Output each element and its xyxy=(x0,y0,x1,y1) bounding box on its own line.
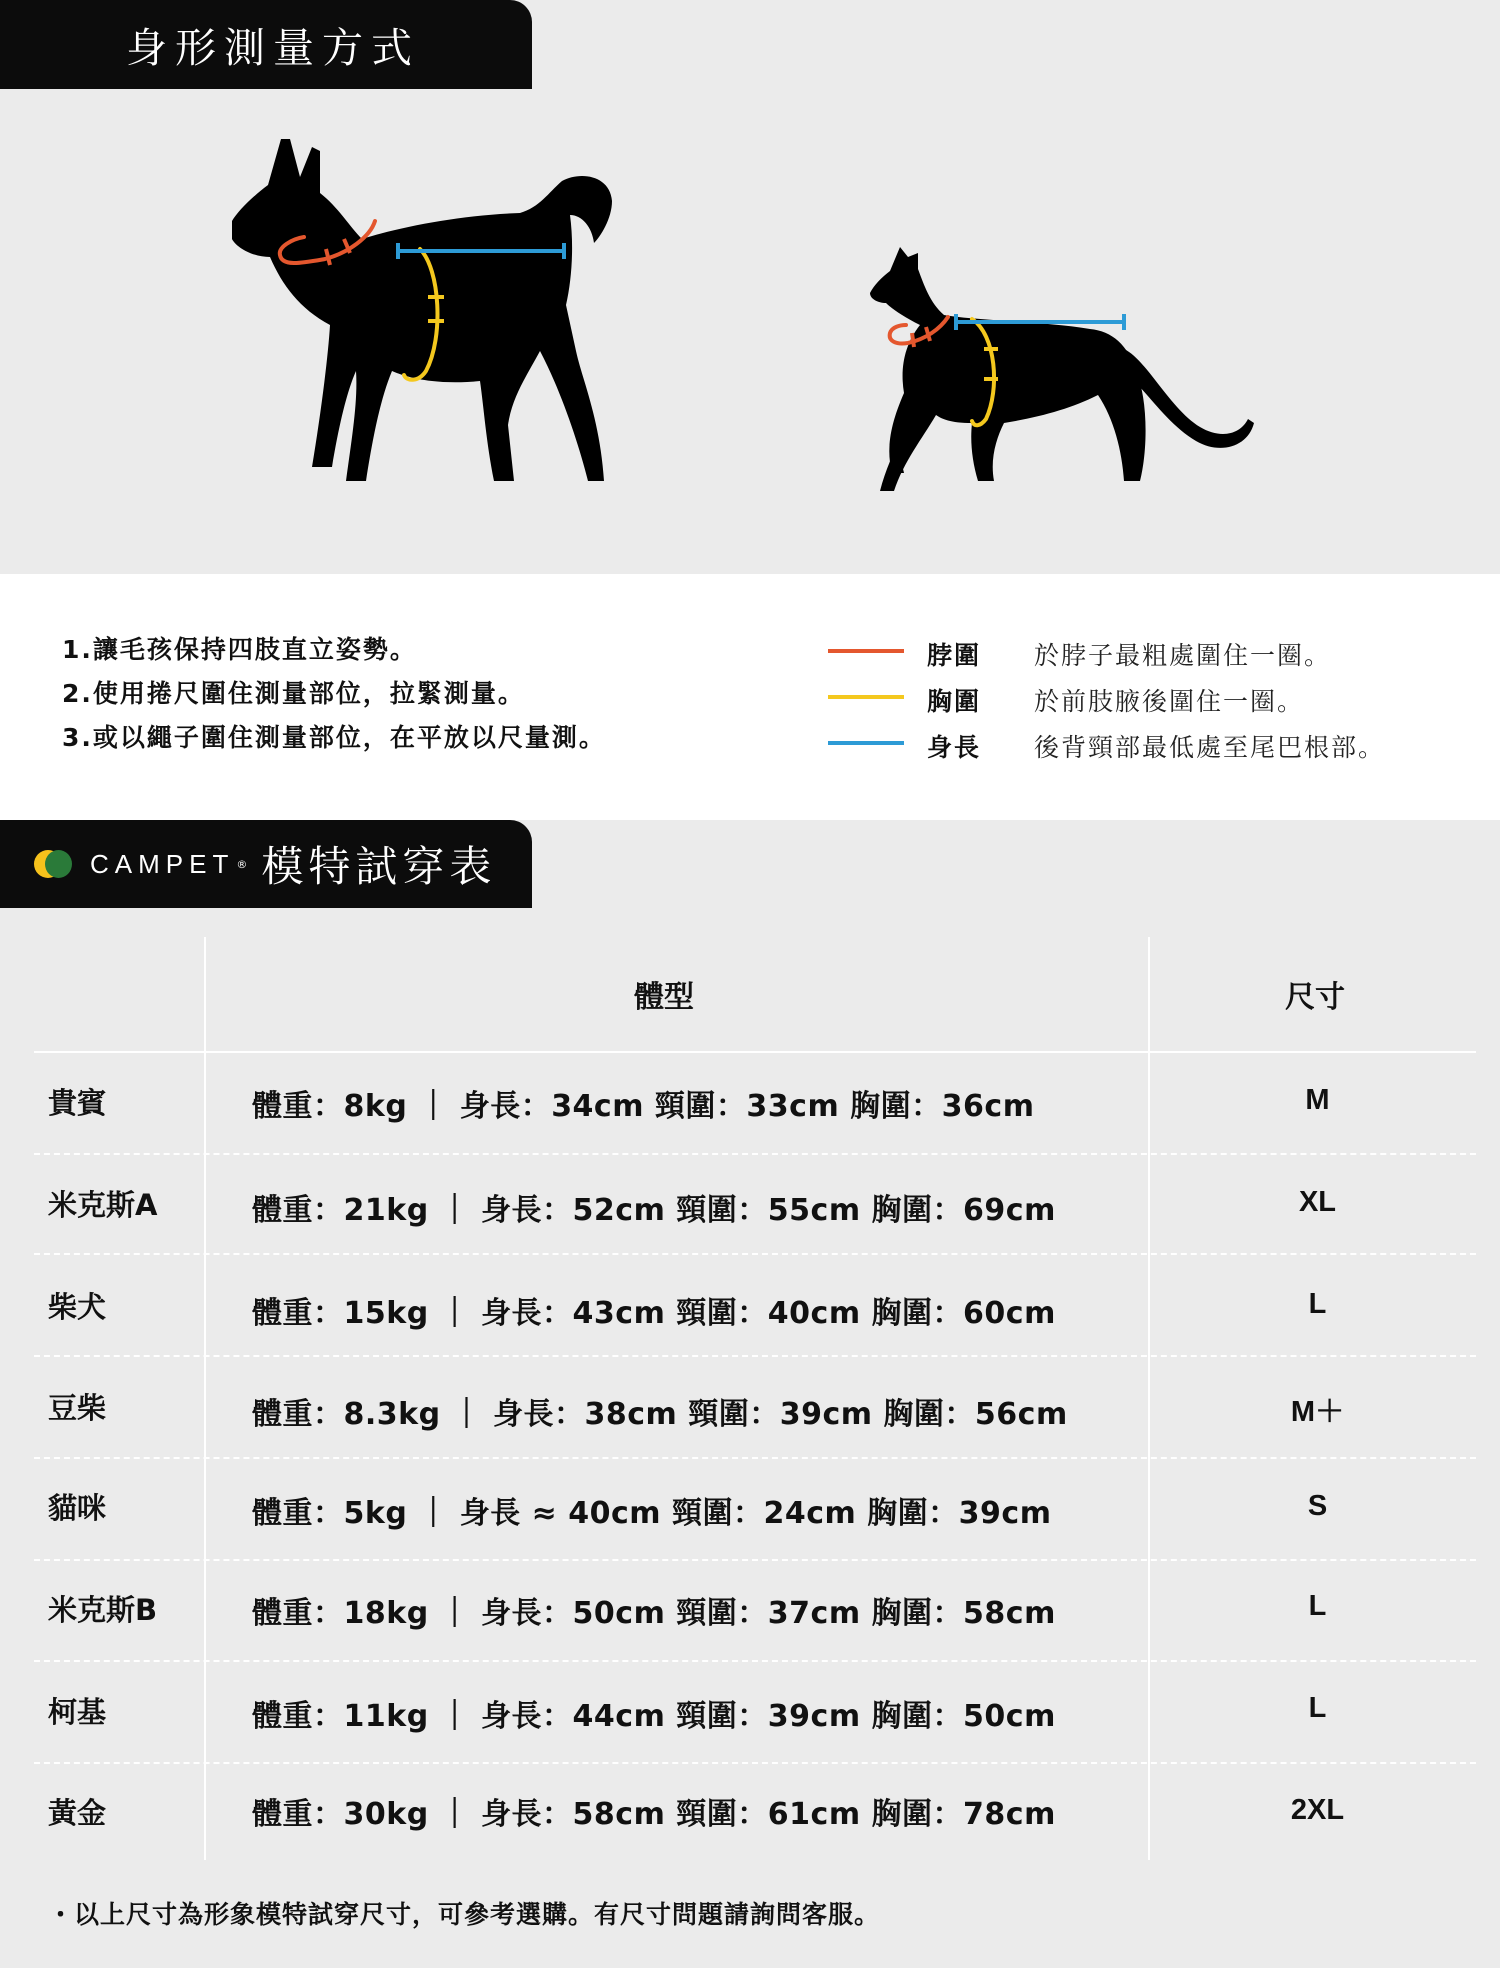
table-row-name: 豆柴 xyxy=(48,1391,107,1425)
footnote: ・以上尺寸為形象模特試穿尺寸，可參考選購。有尺寸問題請詢問客服。 xyxy=(48,1900,881,1929)
table-row-size: L xyxy=(1308,1692,1327,1724)
table-row-size: M＋ xyxy=(1290,1396,1345,1428)
table-row-spec: 體重：18kg ｜ 身長：50cm 頸圍：37cm 胸圍：58cm xyxy=(252,1596,1056,1631)
column-header-body-type: 體型 xyxy=(634,980,694,1015)
legend-length-desc: 後背頸部最低處至尾巴根部。 xyxy=(1034,733,1386,762)
legend-neck-desc: 於脖子最粗處圍住一圈。 xyxy=(1034,641,1332,670)
measure-section-tab xyxy=(0,0,532,89)
table-row-size: 2XL xyxy=(1290,1794,1345,1826)
table-row-name: 米克斯A xyxy=(48,1188,158,1222)
table-row-size: M xyxy=(1305,1084,1330,1116)
table-row-spec: 體重：5kg ｜ 身長 ≈ 40cm 頸圍：24cm 胸圍：39cm xyxy=(252,1496,1052,1531)
table-row-name: 貴賓 xyxy=(48,1086,107,1120)
legend-neck-swatch xyxy=(828,649,904,653)
table-row-size: L xyxy=(1308,1590,1327,1622)
table-row-name: 柴犬 xyxy=(48,1290,107,1324)
table-row-spec: 體重：8.3kg ｜ 身長：38cm 頸圍：39cm 胸圍：56cm xyxy=(252,1397,1068,1432)
instruction-step: 3.或以繩子圍住測量部位，在平放以尺量測。 xyxy=(62,723,606,752)
legend-chest-swatch xyxy=(828,695,904,699)
brand-name: CAMPET xyxy=(90,848,235,879)
row-divider xyxy=(34,1355,1476,1357)
column-header-size: 尺寸 xyxy=(1285,980,1345,1015)
cat-silhouette-icon xyxy=(870,247,1254,491)
table-row-spec: 體重：21kg ｜ 身長：52cm 頸圍：55cm 胸圍：69cm xyxy=(252,1193,1056,1228)
instruction-step: 2.使用捲尺圍住測量部位，拉緊測量。 xyxy=(62,679,525,708)
registered-mark: ® xyxy=(236,857,248,871)
legend-length-swatch xyxy=(828,741,904,745)
header-divider xyxy=(34,1051,1476,1053)
row-divider xyxy=(34,1660,1476,1662)
table-row-name: 黃金 xyxy=(48,1796,107,1830)
campet-logo-icon xyxy=(34,850,72,878)
pet-measurement-illustration xyxy=(0,89,1500,574)
legend-chest-label: 胸圍 xyxy=(927,687,982,716)
table-row-spec: 體重：11kg ｜ 身長：44cm 頸圍：39cm 胸圍：50cm xyxy=(252,1699,1056,1734)
legend-length-label: 身長 xyxy=(927,733,982,762)
table-row-spec: 體重：15kg ｜ 身長：43cm 頸圍：40cm 胸圍：60cm xyxy=(252,1296,1056,1331)
table-row-size: L xyxy=(1308,1288,1327,1320)
dog-silhouette-icon xyxy=(232,139,612,481)
row-divider xyxy=(34,1457,1476,1459)
table-row-size: S xyxy=(1307,1490,1328,1522)
fitting-section-tab xyxy=(0,820,532,908)
measure-section-title: 身形測量方式 xyxy=(126,24,420,72)
column-divider xyxy=(204,937,206,1860)
table-row-spec: 體重：30kg ｜ 身長：58cm 頸圍：61cm 胸圍：78cm xyxy=(252,1797,1056,1832)
instructions-panel xyxy=(0,574,1500,820)
table-row-size: XL xyxy=(1298,1186,1337,1218)
instruction-step: 1.讓毛孩保持四肢直立姿勢。 xyxy=(62,635,417,664)
table-row-name: 貓咪 xyxy=(48,1491,107,1525)
table-row-name: 柯基 xyxy=(48,1695,107,1729)
fitting-section-title: 模特試穿表 xyxy=(261,842,497,891)
legend-chest-desc: 於前肢腋後圍住一圈。 xyxy=(1034,687,1305,716)
row-divider xyxy=(34,1153,1476,1155)
row-divider xyxy=(34,1762,1476,1764)
legend-neck-label: 脖圍 xyxy=(927,641,982,670)
table-row-spec: 體重：8kg ｜ 身長：34cm 頸圍：33cm 胸圍：36cm xyxy=(252,1089,1035,1124)
row-divider xyxy=(34,1559,1476,1561)
row-divider xyxy=(34,1253,1476,1255)
table-row-name: 米克斯B xyxy=(48,1593,158,1627)
